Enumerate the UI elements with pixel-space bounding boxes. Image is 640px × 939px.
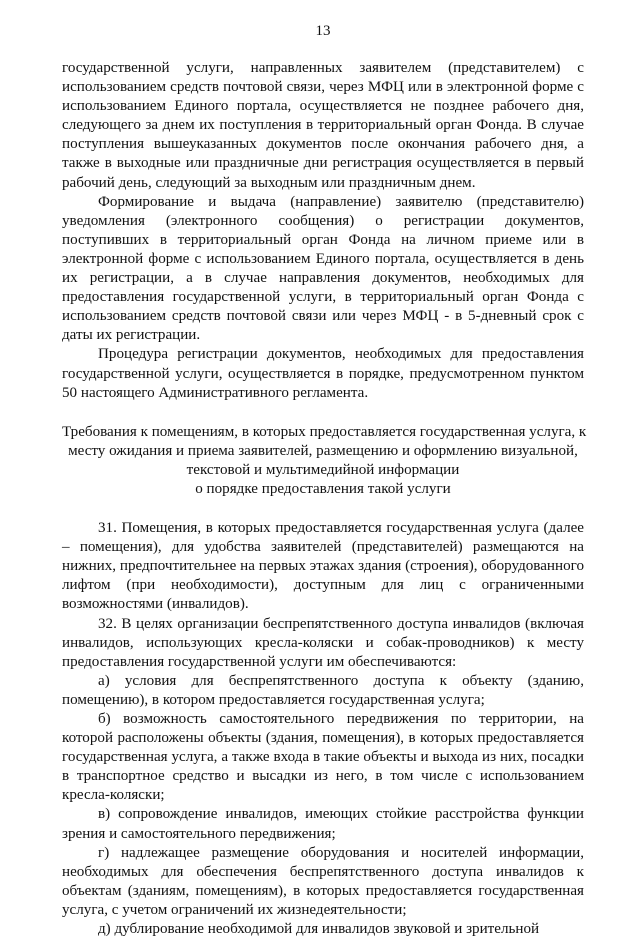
paragraph-subitem-g: г) надлежащее размещение оборудования и носителей информации, необходимых для обеспечения беспрепятственного доступа инвалидов к объектам (зданиям, помещениям), в которых предоставляется государственная услуга, с учетом ограничений их жизнедеятельности; <box>62 844 584 918</box>
paragraph-subitem-a: а) условия для беспрепятственного доступа к объекту (зданию, помещению), в котором предоставляется государственная услуга; <box>62 672 584 708</box>
page-number: 13 <box>315 23 331 39</box>
paragraph-subitem-d: д) дублирование необходимой для инвалидов звуковой и зрительной <box>98 921 540 938</box>
paragraph-subitem-v: в) сопровождение инвалидов, имеющих стойкие расстройства функции зрения и самостоятельного передвижения; <box>62 806 584 842</box>
paragraph-notification: Формирование и выдача (направление) заявителю (представителю) уведомления (электронного сообщения) о регистрации документов, поступивших в территориальный орган Фонда на личном приеме или в электронной форме с использованием Единого портала, осуществляется в день их регистрации, а в случае направления документов, необходимых для предоставления государственной услуги, в территориальный орган Фонда с использованием средств почтовой связи или через МФЦ - в 5-дневный срок с даты их регистрации. <box>62 193 584 344</box>
section-heading <box>62 423 587 499</box>
paragraph-registration-timing: государственной услуги, направленных заявителем (представителем) с использованием средств почтовой связи, через МФЦ или в электронной форме с использованием Единого портала, осуществляется не позднее рабочего дня, следующего за днем их поступления в территориальный орган Фонда. В случае поступления вышеуказанных документов после окончания рабочего дня, а также в выходные или праздничные дни регистрация осуществляется в первый рабочий день, следующий за выходным или праздничным днем. <box>62 60 584 191</box>
heading-line: о порядке предоставления такой услуги <box>195 480 451 497</box>
paragraph-item-32: 32. В целях организации беспрепятственного доступа инвалидов (включая инвалидов, использующих кресла-коляски и собак-проводников) к месту предоставления государственной услуги им обеспечиваются: <box>62 615 584 670</box>
heading-line: текстовой и мультимедийной информации <box>186 461 460 478</box>
heading-line: Требования к помещениям, в которых предоставляется государственная услуга, к <box>62 423 587 440</box>
paragraph-item-31: 31. Помещения, в которых предоставляется государственная услуга (далее – помещения), для удобства заявителей (представителей) размещаются на нижних, предпочтительнее на первых этажах здания (строения), оборудованного лифтом (при необходимости), доступным для лиц с ограниченными возможностями (инвалидов). <box>62 520 584 613</box>
top-text-block <box>62 59 584 403</box>
paragraph-procedure: Процедура регистрации документов, необходимых для предоставления государственной услуги, осуществляется в порядке, предусмотренном пунктом 50 настоящего Административного регламента. <box>62 346 584 401</box>
bottom-text-block <box>62 519 584 939</box>
paragraph-subitem-b: б) возможность самостоятельного передвижения по территории, на которой расположены объекты (здания, помещения), в которых предоставляется государственная услуга, а также входа в такие объекты и выхода из них, посадки в транспортное средство и высадки из него, в том числе с использованием кресла-коляски; <box>62 711 584 804</box>
heading-line: месту ожидания и приема заявителей, размещению и оформлению визуальной, <box>68 442 578 459</box>
